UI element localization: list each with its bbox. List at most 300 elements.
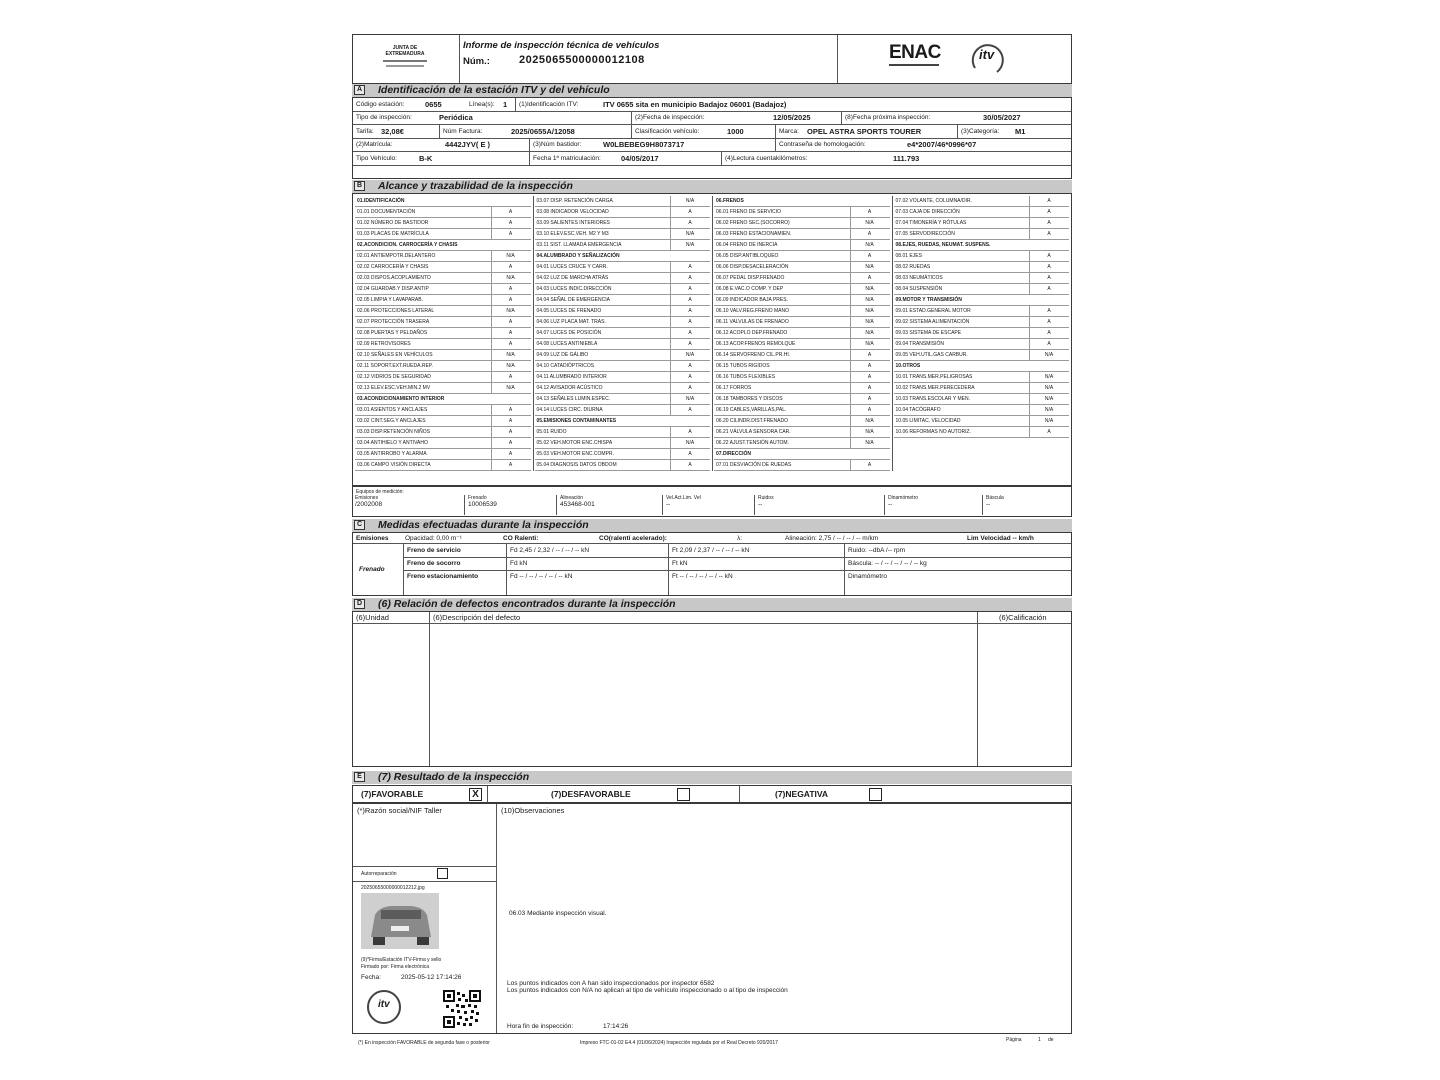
checklist-item-result: A bbox=[1047, 231, 1051, 237]
frenado-label: Frenado bbox=[359, 566, 385, 573]
negativa-checkbox[interactable] bbox=[869, 788, 882, 801]
checklist-item-result: A bbox=[1047, 209, 1051, 215]
checklist-item-label: 08.03 NEUMÁTICOS bbox=[895, 275, 943, 281]
checklist-item-result: A bbox=[688, 363, 692, 369]
checklist-item bbox=[894, 262, 1070, 273]
checklist-item bbox=[535, 339, 711, 350]
tipo-vehiculo-value: B-K bbox=[419, 154, 433, 163]
checklist-item-label: 06.01 FRENO DE SERVICIO bbox=[716, 209, 781, 215]
checklist-item bbox=[535, 449, 711, 460]
checklist-item-result: N/A bbox=[1044, 385, 1054, 391]
checklist-item-result: A bbox=[1047, 330, 1051, 336]
checklist-item bbox=[714, 350, 890, 361]
checklist-item-result: N/A bbox=[865, 429, 874, 435]
defects-table bbox=[352, 611, 1072, 767]
identificacion-label: (1)Identificación ITV: bbox=[519, 101, 579, 108]
checklist-group-header bbox=[535, 251, 711, 262]
equipment-label: Frenado bbox=[468, 495, 487, 501]
categoria-label: (3)Categoría: bbox=[961, 128, 1000, 135]
checklist-item-label: 02.01 ANTIEMPOTR.DELANTERO bbox=[357, 253, 436, 259]
col-descripcion: (6)Descripción del defecto bbox=[433, 613, 521, 622]
frenado-column-divider bbox=[506, 544, 507, 595]
checklist-item bbox=[894, 383, 1070, 394]
checklist-item bbox=[535, 262, 711, 273]
opacidad: Opacidad: 0,00 m⁻¹ bbox=[405, 535, 462, 542]
checklist-item-label: 05.04 DIAGNOSIS DATOS OBDOM bbox=[536, 462, 617, 468]
co-acelerado: CO(ralentí acelerado): bbox=[599, 535, 667, 542]
checklist-item bbox=[355, 229, 531, 240]
firmado-por: Firmado por: Firma electrónica bbox=[361, 964, 430, 970]
checklist-group-header bbox=[894, 361, 1070, 372]
section-b-title: Alcance y trazabilidad de la inspección bbox=[378, 180, 573, 192]
bastidor-label: (3)Núm bastidor: bbox=[533, 141, 582, 148]
frenado-row-divider bbox=[404, 570, 1071, 571]
fecha-proxima-value: 30/05/2027 bbox=[983, 113, 1021, 122]
frenado-row-front: Fd kN bbox=[510, 560, 528, 567]
checklist-item bbox=[355, 449, 531, 460]
frenado-row-label: Freno estacionamiento bbox=[407, 573, 479, 580]
checklist-item-result: A bbox=[688, 209, 692, 215]
autorreparacion-checkbox[interactable] bbox=[437, 868, 448, 879]
itv-logo bbox=[967, 38, 1009, 80]
checklist-item-result: N/A bbox=[865, 418, 874, 424]
checklist-item-label: 04.05 LUCES DE FRENADO bbox=[536, 308, 602, 314]
section-b-body bbox=[352, 193, 1072, 486]
checklist-item-label: 03.09 SALIENTES INTERIORES bbox=[536, 220, 610, 226]
checklist-item-result: N/A bbox=[1044, 374, 1054, 380]
section-a-letter: A bbox=[354, 85, 365, 95]
section-d-header bbox=[352, 598, 1072, 611]
checklist-item bbox=[355, 361, 531, 372]
checklist-item-result: N/A bbox=[685, 198, 695, 204]
checklist-item-label: 02.03 DISPOS.ACOPLAMIENTO bbox=[357, 275, 431, 281]
frenado-column-divider bbox=[844, 544, 845, 595]
checklist-item-label: 07.01 DESVIACIÓN DE RUEDAS bbox=[716, 462, 792, 468]
checklist-item bbox=[894, 273, 1070, 284]
checklist-item-result: A bbox=[688, 385, 692, 391]
checklist-item-label: 01.02 NÚMERO DE BASTIDOR bbox=[357, 220, 429, 226]
checklist-item-result: A bbox=[688, 451, 692, 457]
equipment-label: Vel.Act.Lim. Vel bbox=[666, 495, 701, 501]
checklist-item bbox=[355, 350, 531, 361]
checklist-item bbox=[355, 460, 531, 471]
codigo-label: Código estación: bbox=[356, 101, 405, 108]
checklist-item-label: 02.11 SOPORT.EXT.RUEDA.REP. bbox=[357, 363, 433, 369]
checklist-item-label: 09.02 SISTEMA ALIMENTACIÓN bbox=[895, 319, 970, 325]
obs-line-1: 06.03 Mediante inspección visual. bbox=[509, 910, 607, 917]
checklist-item-result: A bbox=[1047, 198, 1051, 204]
checklist-item-result: A bbox=[508, 451, 513, 457]
checklist-item-result: A bbox=[508, 220, 513, 226]
photo-filename: 20250655000000012212.jpg bbox=[361, 885, 425, 891]
agency-line-deco bbox=[383, 60, 427, 62]
section-a-header bbox=[352, 84, 1072, 97]
checklist-item-result: A bbox=[867, 352, 872, 358]
checklist-item-result: A bbox=[867, 396, 872, 402]
checklist-item bbox=[355, 273, 531, 284]
equipment-value: 10006539 bbox=[468, 501, 497, 508]
checklist-item bbox=[535, 350, 711, 361]
checklist-item-result: A bbox=[508, 440, 513, 446]
checklist-item-label: 07.02 VOLANTE, COLUMNA/DIR. bbox=[895, 198, 972, 204]
fecha-inspeccion-label: (2)Fecha de inspección: bbox=[635, 114, 705, 121]
agency-block bbox=[353, 35, 460, 83]
checklist-item bbox=[355, 284, 531, 295]
marca-value: OPEL ASTRA SPORTS TOURER bbox=[807, 127, 922, 136]
checklist-item-label: 02.02 CARROCERÍA Y CHASIS bbox=[357, 264, 429, 270]
identificacion-value: ITV 0655 sita en municipio Badajoz 06001 (Badajoz) bbox=[603, 100, 787, 109]
checklist-item-result: N/A bbox=[865, 264, 874, 270]
checklist-item-label: 08.EJES, RUEDAS, NEUMAT. SUSPENS. bbox=[895, 242, 991, 248]
linea-value: 1 bbox=[503, 100, 508, 109]
checklist-item-label: 04.11 ALUMBRADO INTERIOR bbox=[536, 374, 607, 380]
section-d-title: (6) Relación de defectos encontrados durante la inspección bbox=[378, 598, 676, 610]
checklist-group-header bbox=[894, 240, 1070, 251]
equipment-item bbox=[884, 495, 918, 515]
fecha-proxima-label: (8)Fecha próxima inspección: bbox=[845, 114, 931, 121]
checklist-item-label: 06.11 VALVULAS DE FRENADO bbox=[716, 319, 789, 325]
frenado-row-front: Fd -- / -- / -- / -- / -- kN bbox=[510, 573, 573, 580]
checklist-item-label: 03.ACONDICIONAMIENTO INTERIOR bbox=[357, 396, 445, 402]
checklist-item bbox=[714, 207, 890, 218]
checklist-item-label: 07.05 SERVODIRECCIÓN bbox=[895, 231, 955, 237]
checklist-item bbox=[894, 339, 1070, 350]
autorreparacion-label: Autorreparación bbox=[361, 871, 397, 877]
equipment-row bbox=[352, 486, 1072, 517]
checklist-item bbox=[714, 339, 890, 350]
checklist-item-result: A bbox=[867, 209, 872, 215]
frenado-row-label: Freno de servicio bbox=[407, 547, 461, 554]
checklist-item bbox=[535, 317, 711, 328]
checklist-item bbox=[894, 328, 1070, 339]
checklist-item-label: 04.07 LUCES DE POSICIÓN bbox=[536, 330, 602, 336]
report-number-label: Núm.: bbox=[463, 56, 490, 67]
tarifa-value: 32,08€ bbox=[381, 127, 404, 136]
section-e-letter: E bbox=[354, 772, 365, 782]
checklist-item-label: 06.14 SERVOFRENO CIL.PR.HI. bbox=[716, 352, 791, 358]
checklist-item-result: A bbox=[1047, 264, 1051, 270]
checklist-item-label: 04.01 LUCES CRUCE Y CARR. bbox=[536, 264, 608, 270]
result-details bbox=[352, 803, 1072, 1034]
checklist-item-result: A bbox=[688, 462, 692, 468]
checklist-item bbox=[535, 460, 711, 471]
checklist-item bbox=[535, 240, 711, 251]
col-calificacion: (6)Calificación bbox=[999, 613, 1047, 622]
checklist-item-label: 03.03 DISP.RETENCIÓN NIÑOS bbox=[357, 429, 430, 435]
checklist-item-result: A bbox=[688, 264, 692, 270]
frenado-row-rear: Ft -- / -- / -- / -- / -- kN bbox=[672, 573, 733, 580]
checklist-item bbox=[714, 218, 890, 229]
checklist-item-result: A bbox=[867, 231, 872, 237]
footer-page-number: 1 bbox=[1038, 1037, 1041, 1043]
checklist-item bbox=[894, 405, 1070, 416]
checklist-item-result: N/A bbox=[506, 385, 515, 391]
footer-note: (*) En inspección FAVORABLE de segunda fase o posterior bbox=[358, 1040, 490, 1046]
checklist-item-result: A bbox=[867, 407, 872, 413]
checklist-item-label: 01.03 PLACAS DE MATRÍCULA bbox=[357, 231, 429, 237]
categoria-value: M1 bbox=[1015, 127, 1026, 136]
frenado-row-rear: Ft 2,09 / 2,37 / -- / -- / -- kN bbox=[672, 547, 750, 554]
checklist-item-result: N/A bbox=[1044, 396, 1054, 402]
checklist-item-label: 03.08 INDICADOR VELOCIDAD bbox=[536, 209, 609, 215]
checklist-item bbox=[894, 218, 1070, 229]
checklist-item-label: 04.04 SEÑAL DE EMERGENCIA bbox=[536, 297, 610, 303]
factura-label: Núm Factura: bbox=[443, 128, 483, 135]
checklist-item-result: N/A bbox=[865, 297, 874, 303]
desfavorable-checkbox[interactable] bbox=[677, 788, 690, 801]
frenado-row-extra: Báscula: -- / -- / -- / -- / -- kg bbox=[848, 560, 927, 567]
checklist-item-label: 01.01 DOCUMENTACIÓN bbox=[357, 209, 416, 215]
checklist-item-label: 03.02 CINT.SEG.Y ANCLAJES bbox=[357, 418, 426, 424]
checklist-item bbox=[535, 383, 711, 394]
checklist-item-label: 06.05 DISP.ANTIBLOQUEO bbox=[716, 253, 779, 259]
checklist-item bbox=[894, 372, 1070, 383]
section-a-body bbox=[352, 97, 1072, 179]
checklist-item-label: 05.EMISIONES CONTAMINANTES bbox=[536, 418, 617, 424]
report-header bbox=[352, 34, 1072, 84]
checklist-item-result: A bbox=[508, 286, 513, 292]
checklist-group-header bbox=[355, 240, 531, 251]
qr-code-icon bbox=[443, 990, 481, 1028]
fecha-inspeccion-value: 12/05/2025 bbox=[773, 113, 811, 122]
checklist-item bbox=[714, 229, 890, 240]
checklist-item-result: A bbox=[688, 275, 692, 281]
checklist-item-result: N/A bbox=[685, 231, 695, 237]
checklist-item-label: 06.03 FRENO ESTACIONAMIEN. bbox=[716, 231, 792, 237]
matricula-value: 4442JYV( E ) bbox=[445, 140, 491, 149]
checklist-item-result: N/A bbox=[506, 253, 515, 259]
agency-line-deco bbox=[386, 65, 424, 67]
checklist-item-result: N/A bbox=[1044, 352, 1054, 358]
frenado-row-extra: Dinamómetro bbox=[848, 573, 888, 580]
obs-line-2: Los puntos indicados con A han sido inspeccionados por inspector 6582 bbox=[507, 980, 715, 987]
checklist-item-label: 05.01 RUIDO bbox=[536, 429, 567, 435]
clasificacion-value: 1000 bbox=[727, 127, 744, 136]
section-b-letter: B bbox=[354, 181, 365, 191]
checklist-item bbox=[355, 372, 531, 383]
checklist-group-header bbox=[894, 295, 1070, 306]
equipment-value: /2002008 bbox=[355, 501, 383, 508]
checklist-item bbox=[355, 416, 531, 427]
checklist-item-label: 02.05 LIMPIA Y LAVAPARAB. bbox=[357, 297, 423, 303]
checklist-item-result: N/A bbox=[865, 319, 874, 325]
checklist-item-label: 09.03 SISTEMA DE ESCAPE bbox=[895, 330, 962, 336]
checklist-item-label: 03.06 CAMPO VISIÓN DIRECTA bbox=[357, 462, 431, 468]
checklist-item bbox=[535, 273, 711, 284]
checklist-item bbox=[894, 306, 1070, 317]
checklist-item bbox=[714, 460, 890, 471]
footer-form-ref: Impreso FTC-01-02 E4.4 (01/06/2024) Inspección regulada por el Real Decreto 920/2017 bbox=[580, 1040, 778, 1046]
checklist-column-divider bbox=[712, 196, 713, 471]
checklist-item-result: A bbox=[508, 231, 513, 237]
checklist-item-label: 08.01 EJES bbox=[895, 253, 922, 259]
checklist-item-label: 05.03 VEH.MOTOR ENC.COMPR. bbox=[536, 451, 614, 457]
checklist-item-label: 04.09 LUZ DE GÁLIBO bbox=[536, 352, 589, 358]
favorable-label: (7)FAVORABLE bbox=[361, 789, 424, 799]
checklist-item-result: A bbox=[688, 308, 692, 314]
checklist-item-result: A bbox=[688, 220, 692, 226]
checklist-item-result: A bbox=[1047, 319, 1051, 325]
checklist-item-label: 10.05 LIMITAC. VELOCIDAD bbox=[895, 418, 961, 424]
checklist-item bbox=[355, 251, 531, 262]
checklist-item-label: 07.04 TIMONERÍA Y RÓTULAS bbox=[895, 220, 967, 226]
checklist-item bbox=[894, 416, 1070, 427]
marca-label: Marca: bbox=[779, 128, 799, 135]
checklist-item-result: A bbox=[688, 429, 692, 435]
checklist-item-label: 06.07 PEDAL DISP.FRENADO bbox=[716, 275, 785, 281]
checklist-item-result: A bbox=[508, 429, 513, 435]
equipment-value: -- bbox=[666, 501, 671, 508]
checklist-item-label: 03.07 DISP. RETENCIÓN CARGA bbox=[536, 198, 613, 204]
checklist-item-result: A bbox=[867, 374, 872, 380]
checklist-item-label: 06.21 VÁLVULA SENSORA CAR. bbox=[716, 429, 791, 435]
hora-fin-value: 17:14:26 bbox=[603, 1023, 629, 1030]
homologacion-value: e4*2007/46*0996*07 bbox=[907, 140, 977, 149]
checklist-item bbox=[714, 372, 890, 383]
checklist-item-label: 06.FRENOS bbox=[716, 198, 744, 204]
header-divider bbox=[837, 35, 838, 83]
cuentakm-label: (4)Lectura cuentakilómetros: bbox=[725, 155, 808, 162]
checklist-item-label: 04.08 LUCES ANTINIEBLA bbox=[536, 341, 598, 347]
factura-value: 2025/0655A/12058 bbox=[511, 127, 575, 136]
checklist-item-result: N/A bbox=[506, 275, 515, 281]
checklist-item-result: N/A bbox=[506, 308, 515, 314]
equipment-value: -- bbox=[986, 501, 991, 508]
checklist-item-result: A bbox=[688, 286, 692, 292]
tarifa-label: Tarifa: bbox=[356, 128, 374, 135]
agency-line-1: JUNTA DE bbox=[392, 45, 418, 51]
checklist-item-label: 06.19 CABLES,VARILLAS,PAL. bbox=[716, 407, 787, 413]
checklist-item-label: 03.10 ELEV.ESC.VEH. M2 Y M3 bbox=[536, 231, 609, 237]
checklist-item-result: A bbox=[508, 319, 513, 325]
checklist-item-label: 09.04 TRANSMISIÓN bbox=[895, 341, 945, 347]
checklist-item bbox=[535, 361, 711, 372]
matricula-label: (2)Matrícula: bbox=[356, 141, 393, 148]
checklist-item-result: N/A bbox=[865, 286, 874, 292]
itv-stamp-text: itv bbox=[378, 999, 390, 1010]
checklist-item-result: A bbox=[508, 341, 513, 347]
equipment-label: Dinamómetro bbox=[888, 495, 919, 501]
checklist-group-header bbox=[355, 394, 531, 405]
checklist-item bbox=[714, 306, 890, 317]
checklist-item bbox=[894, 251, 1070, 262]
checklist-item-label: 06.15 TUBOS RIGIDOS bbox=[716, 363, 770, 369]
section-b-header bbox=[352, 180, 1072, 193]
firma-label: (9)*Firma/Estación ITV-Firma y sello bbox=[361, 957, 442, 963]
checklist-item bbox=[714, 427, 890, 438]
checklist-item bbox=[355, 295, 531, 306]
checklist-item bbox=[355, 207, 531, 218]
checklist-item-result: A bbox=[1047, 275, 1051, 281]
checklist-item-label: 06.16 TUBOS FLEXIBLES bbox=[716, 374, 776, 380]
checklist-item bbox=[714, 317, 890, 328]
checklist-item bbox=[894, 427, 1070, 438]
checklist-item-result: N/A bbox=[865, 440, 874, 446]
hora-fin-label: Hora fin de inspección: bbox=[507, 1023, 574, 1030]
checklist-item bbox=[894, 350, 1070, 361]
checklist-item-label: 09.05 VEH.UTIL.GAS CARBUR. bbox=[895, 352, 968, 358]
razon-social-label: (*)Razón social/NIF Taller bbox=[357, 806, 442, 815]
checklist-item-result: N/A bbox=[1044, 407, 1054, 413]
favorable-checkbox[interactable]: X bbox=[469, 788, 482, 801]
checklist-item-result: N/A bbox=[865, 242, 874, 248]
checklist-item-label: 06.04 FRENO DE INERCIA bbox=[716, 242, 778, 248]
checklist-item-label: 06.17 FORROS bbox=[716, 385, 752, 391]
report-title: Informe de inspección técnica de vehículos bbox=[463, 40, 660, 51]
checklist-item-label: 04.ALUMBRADO Y SEÑALIZACIÓN bbox=[536, 253, 620, 259]
checklist-item-label: 02.ACONDICION. CARROCERÍA Y CHASIS bbox=[357, 242, 458, 248]
col-unidad: (6)Unidad bbox=[356, 613, 389, 622]
tipo-inspeccion-label: Tipo de inspección: bbox=[356, 114, 412, 121]
checklist-item-label: 02.09 RETROVISORES bbox=[357, 341, 411, 347]
frenado-row-divider bbox=[404, 557, 1071, 558]
checklist-item-label: 01.IDENTIFICACIÓN bbox=[357, 198, 405, 204]
observaciones-label: (10)Observaciones bbox=[501, 806, 565, 815]
desfavorable-label: (7)DESFAVORABLE bbox=[551, 789, 631, 799]
checklist-item-label: 04.10 CATADIÓPTRICOS bbox=[536, 363, 595, 369]
checklist-item-label: 02.10 SEÑALES EN VEHÍCULOS bbox=[357, 352, 433, 358]
equipment-item bbox=[556, 495, 595, 515]
checklist-item-label: 02.12 VIDRIOS DE SEGURIDAD bbox=[357, 374, 431, 380]
checklist-item bbox=[535, 394, 711, 405]
checklist-item bbox=[894, 284, 1070, 295]
obs-line-3: Los puntos indicados con N/A no aplican al tipo de vehículo inspeccionado o al tipo de inspección bbox=[507, 987, 788, 994]
checklist-item bbox=[535, 284, 711, 295]
checklist-item bbox=[714, 416, 890, 427]
checklist-item-label: 02.04 GUARDAB.Y DISP.ANTIP bbox=[357, 286, 429, 292]
checklist-item-result: N/A bbox=[685, 396, 695, 402]
checklist-item-label: 06.13 ACOP.FRENOS REMOLQUE bbox=[716, 341, 796, 347]
checklist-item-result: N/A bbox=[506, 363, 515, 369]
equipment-label: Emisiones bbox=[355, 495, 379, 501]
checklist-item-result: A bbox=[688, 407, 692, 413]
checklist-item-result: A bbox=[688, 330, 692, 336]
checklist-item-result: A bbox=[1047, 429, 1051, 435]
checklist-item-label: 06.12 ACOPLO DEP.FRENADO bbox=[716, 330, 788, 336]
checklist-item-result: A bbox=[508, 462, 513, 468]
checklist-item bbox=[535, 229, 711, 240]
footer-page-label: Página bbox=[1006, 1037, 1022, 1043]
checklist-item-label: 02.06 PROTECCIONES LATERAL bbox=[357, 308, 435, 314]
checklist-item-result: N/A bbox=[865, 330, 874, 336]
equipment-value: -- bbox=[758, 501, 763, 508]
section-c-letter: C bbox=[354, 520, 365, 530]
checklist-item-result: A bbox=[688, 374, 692, 380]
checklist-item bbox=[355, 218, 531, 229]
matriculacion-label: Fecha 1ª matriculación: bbox=[533, 155, 601, 162]
tipo-vehiculo-label: Tipo Vehículo: bbox=[356, 155, 397, 162]
checklist-item bbox=[535, 218, 711, 229]
frenado-row-front: Fd 2,45 / 2,32 / -- / -- / -- kN bbox=[510, 547, 590, 554]
agency-line-2: EXTREMADURA bbox=[385, 51, 425, 57]
checklist-item bbox=[714, 240, 890, 251]
footer-page-of: de bbox=[1048, 1037, 1054, 1043]
equipment-label: Alineación bbox=[560, 495, 584, 501]
frenado-column-divider bbox=[668, 544, 669, 595]
checklist-item-result: N/A bbox=[865, 308, 874, 314]
frenado-row-label: Freno de socorro bbox=[407, 560, 461, 567]
itv-logo-text: itv bbox=[979, 47, 995, 62]
bastidor-value: W0LBEBEG9H8073717 bbox=[603, 140, 685, 149]
checklist-item-label: 06.18 TAMBORES Y DISCOS bbox=[716, 396, 783, 402]
checklist-item bbox=[355, 339, 531, 350]
checklist-item-label: 02.07 PROTECCIÓN TRASERA bbox=[357, 319, 430, 325]
checklist-item bbox=[714, 295, 890, 306]
checklist-group-header bbox=[355, 196, 531, 207]
checklist-item bbox=[355, 438, 531, 449]
checklist-item-label: 10.OTROS bbox=[895, 363, 921, 369]
checklist-item-label: 10.02 TRANS.MER.PERECEDERA bbox=[895, 385, 975, 391]
